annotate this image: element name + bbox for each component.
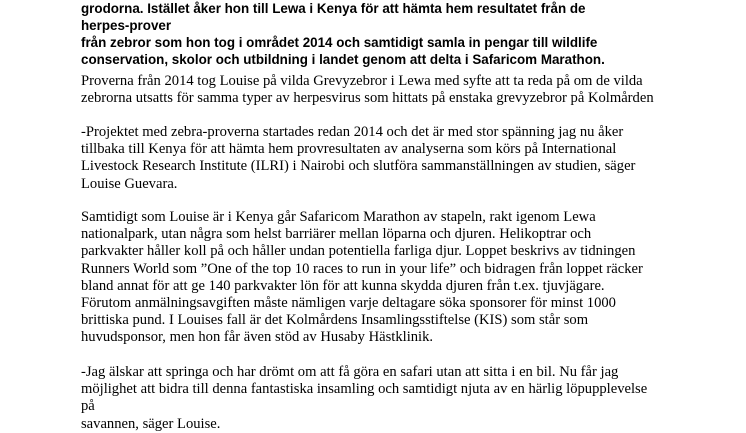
lead-paragraph: grodorna. Istället åker hon till Lewa i Kenya för att hämta hem resultatet från de herpes-prover från zebror som hon tog i området 2014 och samtidigt samla in pengar till wildlife conservation, skolor och utbildning i landet genom att delta i Safaricom Marathon. bbox=[81, 1, 605, 67]
body-paragraph-louise-quote: -Jag älskar att springa och har drömt om att få göra en safari utan att sitta i en bil. Nu får jag möjlighet att bidra till denna fantastiska insamling och samtidigt njuta av en härlig löpupplevelse på savannen, säger Louise. bbox=[81, 364, 648, 432]
body-paragraph-samples: Proverna från 2014 tog Louise på vilda Grevyzebror i Lewa med syfte att ta reda på om de vilda zebrorna utsatts för samma typer av herpesvirus som hittats på enstaka grevyzebror på Kolmården bbox=[81, 73, 654, 107]
body-paragraph-marathon: Samtidigt som Louise är i Kenya går Safaricom Marathon av stapeln, rakt igenom Lewa nationalpark, utan några som helst barriärer mellan löparna och djuren. Helikoptrar och parkvakter håller koll på och håller undan potentiella farliga djur. Loppet beskrivs av tidningen Runners World som ”One of the top 10 races to run in your life” och bidragen från loppet räcker bland annat för att ge 140 parkvakter lön för att kunna skydda djuren från t.ex. tjuvjägare. Förutom anmälningsavgiften måste nämligen varje deltagare söka sponsorer för minst 1000 brittiska pund. I Louises fall är det Kolmårdens Insamlingsstiftelse (KIS) som står som huvudsponsor, men hon får även stöd av Husaby Hästklinik. bbox=[81, 209, 643, 346]
body-paragraph-project-quote: -Projektet med zebra-proverna startades redan 2014 och det är med stor spänning jag nu åker tillbaka till Kenya för att hämta hem provresultaten av analyserna som körs på International Livestock Research Institute (ILRI) i Nairobi och slutföra sammanställningen av studien, säger Louise Guevara. bbox=[81, 124, 636, 192]
